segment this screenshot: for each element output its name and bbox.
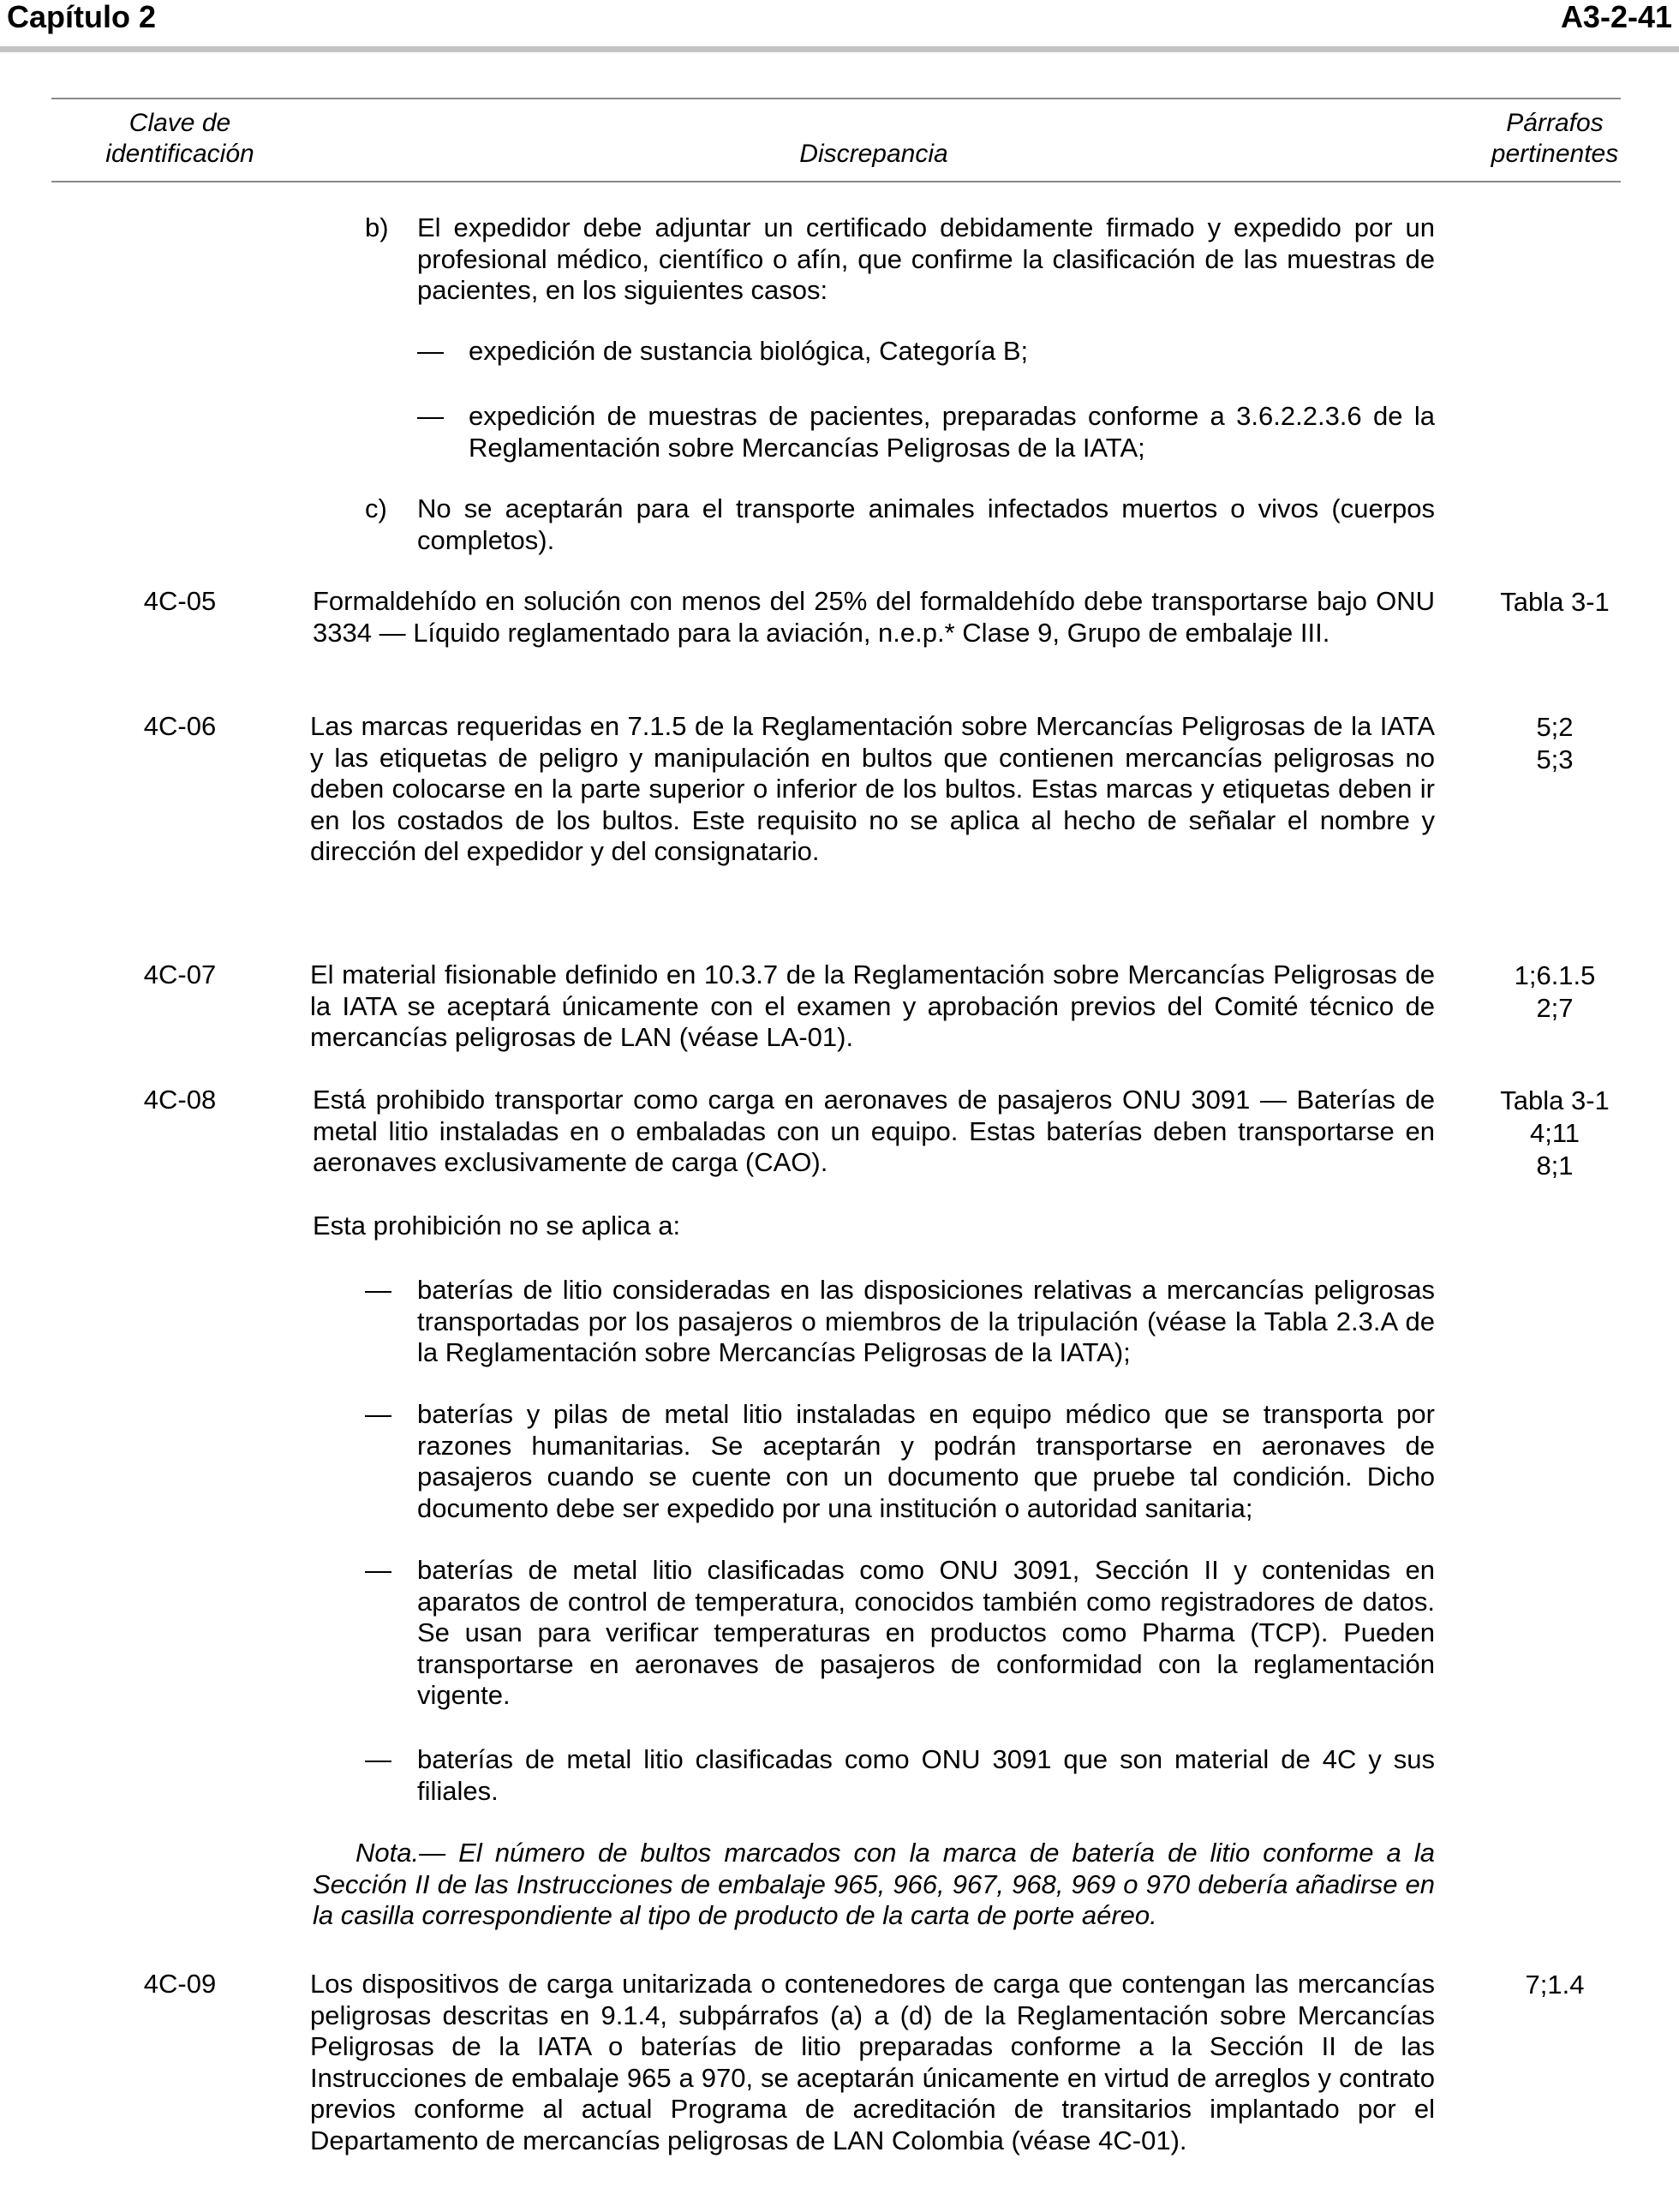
exceptions-intro: Esta prohibición no se aplica a:: [313, 1211, 681, 1241]
entry-ref-line: 4;11: [1529, 1118, 1580, 1148]
item-b-marker: b): [365, 212, 389, 242]
entry-ref-line: 8;1: [1536, 1151, 1574, 1181]
table-top-rule: [51, 98, 1621, 99]
entry-key: 4C-08: [143, 1085, 217, 1115]
entry-text: Los dispositivos de carga unitarizada o contenedores de carga que contengan las mercancías peligrosas descritas en 9.1.4, subpárrafos (a) a (d) de la Reglamentación sobre Mercancías Peligrosas de la IATA o baterías de litio preparadas conforme a la Sección II de las Instrucciones de embalaje 965 a 970, se aceptarán únicamente en virtud de arreglos y contrato previos conforme al actual Programa de acreditación de transitarios implantado por el Departamento de mercancías peligrosas de LAN Colombia (véase 4C-01).: [310, 1969, 1435, 2155]
entry-ref: [1461, 1969, 1649, 2001]
column-header-discrepancy: Discrepancia: [799, 140, 948, 168]
entry-key: 4C-07: [143, 960, 217, 989]
entry-ref-line: 1;6.1.5: [1514, 960, 1596, 990]
exception-bullet: baterías de metal litio clasificadas como ONU 3091 que son material de 4C y sus filiales.: [417, 1744, 1435, 1806]
entry-ref-line: 7;1.4: [1525, 1970, 1585, 2000]
entry-key: 4C-06: [143, 711, 217, 741]
entry-ref-line: 5;2: [1536, 712, 1574, 742]
column-header-key-line2: identificación: [105, 140, 254, 168]
dash-marker: —: [365, 1399, 391, 1429]
dash-marker: —: [365, 1744, 391, 1774]
column-header-key: [51, 108, 308, 170]
entry-ref-line: 5;3: [1536, 744, 1574, 774]
item-c-marker: c): [365, 493, 387, 523]
column-header-refs-line1: Párrafos: [1506, 109, 1604, 137]
entry-ref-line: Tabla 3-1: [1500, 587, 1610, 617]
entry-ref: [1461, 1085, 1649, 1182]
entry-ref: [1461, 960, 1649, 1025]
entry-text: Está prohibido transportar como carga en aeronaves de pasajeros ONU 3091 — Baterías de metal litio instaladas en o embaladas con un equipo. Estas baterías deben transportarse en aeronaves exclusivamente de carga (CAO).: [313, 1085, 1435, 1178]
item-b-text: El expedidor debe adjuntar un certificado debidamente firmado y expedido por un profesional médico, científico o afín, que confirme la clasificación de las muestras de pacientes, en los siguientes casos:: [417, 212, 1435, 306]
entry-ref: [1461, 711, 1649, 776]
entry-ref-line: Tabla 3-1: [1500, 1085, 1610, 1115]
dash-marker: —: [417, 336, 444, 366]
entry-text: El material fisionable definido en 10.3.7 de la Reglamentación sobre Mercancías Peligrosas de la IATA se aceptará únicamente con el examen y aprobación previos del Comité técnico de mercancías peligrosas de LAN (véase LA-01).: [310, 960, 1435, 1053]
entry-text: Las marcas requeridas en 7.1.5 de la Reglamentación sobre Mercancías Peligrosas de la IATA y las etiquetas de peligro y manipulación en bultos que contienen mercancías peligrosas no deben colocarse en la parte superior o inferior de los bultos. Estas marcas y etiquetas deben ir en los costados de los bultos. Este requisito no se aplica al hecho de señalar el nombre y dirección del expedidor y del consignatario.: [310, 711, 1435, 867]
chapter-title: Capítulo 2: [7, 0, 157, 34]
dash-marker: —: [417, 401, 444, 431]
note-text: El número de bultos marcados con la marca de batería de litio conforme a la Sección II de las Instrucciones de embalaje 965, 966, 967, 968, 969 o 970 debería añadirse en la casilla correspondiente al tipo de producto de la carta de porte aéreo.: [313, 1838, 1435, 1931]
battery-note: [313, 1838, 1435, 1932]
entry-ref: [1461, 586, 1649, 619]
item-b-dash2-text: expedición de muestras de pacientes, preparadas conforme a 3.6.2.2.3.6 de la Reglamentación sobre Mercancías Peligrosas de la IATA;: [469, 401, 1435, 463]
header-rule: [0, 46, 1679, 52]
entry-ref-line: 2;7: [1536, 993, 1574, 1023]
exception-bullet: baterías de metal litio clasificadas como ONU 3091, Sección II y contenidas en aparatos de control de temperatura, conocidos también como registradores de datos. Se usan para verificar temperaturas en productos como Pharma (TCP). Pueden transportarse en aeronaves de pasajeros de conformidad con la reglamentación vigente.: [417, 1555, 1435, 1711]
entry-key: 4C-05: [143, 586, 217, 616]
column-header-refs: [1461, 108, 1649, 170]
item-c-text: No se aceptarán para el transporte animales infectados muertos o vivos (cuerpos completos).: [417, 493, 1435, 555]
entry-key: 4C-09: [143, 1969, 217, 1999]
item-b-dash1-text: expedición de sustancia biológica, Categoría B;: [469, 336, 1029, 366]
column-header-key-line1: Clave de: [128, 109, 231, 137]
entry-text: Formaldehído en solución con menos del 25% del formaldehído debe transportarse bajo ONU 3334 — Líquido reglamentado para la aviación, n.e.p.* Clase 9, Grupo de embalaje III.: [313, 586, 1435, 648]
exception-bullet: baterías de litio consideradas en las disposiciones relativas a mercancías peligrosas transportadas por los pasajeros o miembros de la tripulación (véase la Tabla 2.3.A de la Reglamentación sobre Mercancías Peligrosas de la IATA);: [417, 1275, 1435, 1368]
table-header-rule: [51, 181, 1621, 182]
dash-marker: —: [365, 1555, 391, 1585]
note-label: Nota.—: [356, 1838, 446, 1868]
column-header-refs-line2: pertinentes: [1491, 140, 1619, 168]
exception-bullet: baterías y pilas de metal litio instaladas en equipo médico que se transporta por razones humanitarias. Se aceptarán y podrán transportarse en aeronaves de pasajeros cuando se cuente con un documento que pruebe tal condición. Dicho documento debe ser expedido por una institución o autoridad sanitaria;: [417, 1399, 1435, 1523]
page-number: A3-2-41: [1560, 0, 1672, 34]
dash-marker: —: [365, 1275, 391, 1305]
